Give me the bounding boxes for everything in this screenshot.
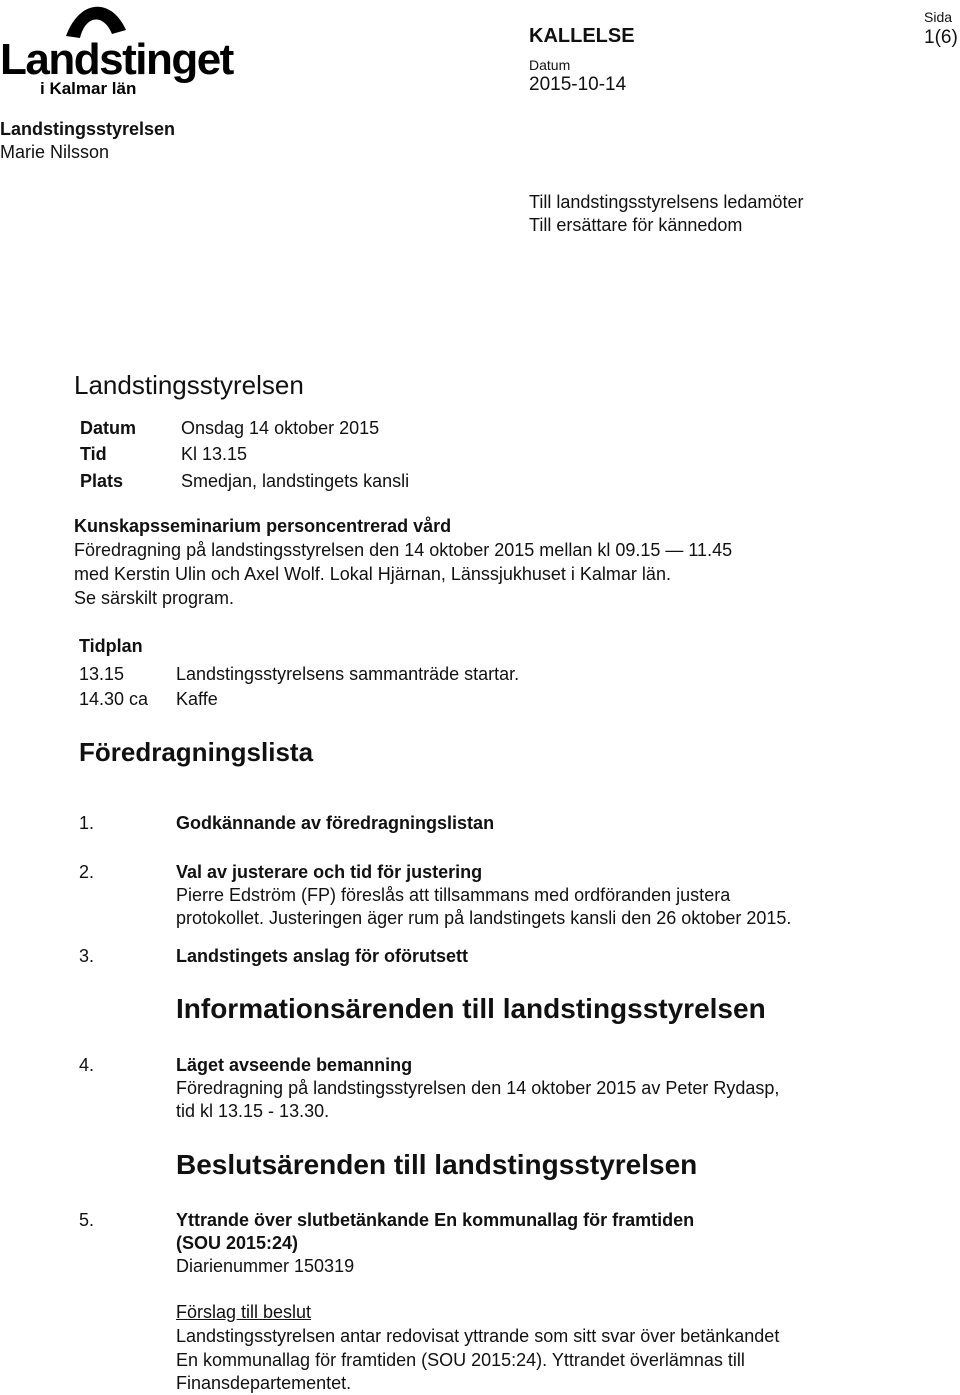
info-section-heading: Informationsärenden till landstingsstyrelsen bbox=[176, 993, 766, 1024]
document-type: KALLELSE bbox=[529, 25, 635, 47]
decision-section-heading: Beslutsärenden till landstingsstyrelsen bbox=[176, 1149, 698, 1180]
seminar-line-3: Se särskilt program. bbox=[74, 588, 235, 608]
agenda-item-2-title: Val av justerare och tid för justering bbox=[176, 862, 483, 882]
schedule-text-2: Kaffe bbox=[176, 689, 218, 709]
agenda-item-4-body-1: Föredragning på landstingsstyrelsen den 14 oktober 2015 av Peter Rydasp, bbox=[176, 1078, 780, 1098]
landstinget-logo bbox=[0, 0, 233, 100]
seminar-heading: Kunskapsseminarium personcentrerad vård bbox=[74, 516, 452, 536]
schedule-time-1: 13.15 bbox=[79, 664, 125, 684]
header-date-value: 2015-10-14 bbox=[529, 74, 627, 95]
agenda-item-5-title-1: Yttrande över slutbetänkande En kommunallag för framtiden bbox=[176, 1210, 695, 1230]
agenda-heading: Föredragningslista bbox=[79, 737, 314, 767]
seminar-line-2: med Kerstin Ulin och Axel Wolf. Lokal Hjärnan, Länssjukhuset i Kalmar län. bbox=[74, 564, 671, 584]
logo-name: Landstinget bbox=[0, 35, 233, 84]
agenda-item-2-body-2: protokollet. Justeringen äger rum på landstingets kansli den 26 oktober 2015. bbox=[176, 908, 792, 928]
sender-org: Landstingsstyrelsen bbox=[0, 119, 176, 139]
proposal-line-1: Landstingsstyrelsen antar redovisat yttrande som sitt svar över betänkandet bbox=[176, 1326, 780, 1346]
agenda-item-5-number: 5. bbox=[79, 1210, 95, 1230]
recipient-line-1: Till landstingsstyrelsens ledamöter bbox=[529, 192, 804, 212]
meeting-place-value: Smedjan, landstingets kansli bbox=[181, 471, 410, 491]
recipient-line-2: Till ersättare för kännedom bbox=[529, 215, 743, 235]
sender-person: Marie Nilsson bbox=[0, 142, 110, 162]
proposal-label: Förslag till beslut bbox=[176, 1302, 312, 1322]
logo-subtitle: i Kalmar län bbox=[40, 79, 137, 98]
seminar-line-1: Föredragning på landstingsstyrelsen den 14 oktober 2015 mellan kl 09.15 — 11.45 bbox=[74, 540, 733, 560]
page-label: Sida bbox=[924, 9, 953, 25]
agenda-item-3-title: Landstingets anslag för oförutsett bbox=[176, 946, 469, 966]
agenda-item-4-number: 4. bbox=[79, 1055, 95, 1075]
schedule-heading: Tidplan bbox=[79, 636, 143, 656]
agenda-item-5-diary-number: Diarienummer 150319 bbox=[176, 1256, 355, 1276]
header-date-label: Datum bbox=[529, 57, 571, 73]
page-number: 1(6) bbox=[924, 27, 958, 48]
agenda-item-4-body-2: tid kl 13.15 - 13.30. bbox=[176, 1101, 330, 1121]
schedule-text-1: Landstingsstyrelsens sammanträde startar. bbox=[176, 664, 520, 684]
agenda-item-2-body-1: Pierre Edström (FP) föreslås att tillsammans med ordföranden justera bbox=[176, 885, 731, 905]
proposal-line-2: En kommunallag för framtiden (SOU 2015:24). Yttrandet överlämnas till bbox=[176, 1350, 745, 1370]
agenda-item-5-title-2: (SOU 2015:24) bbox=[176, 1233, 299, 1253]
meeting-date-value: Onsdag 14 oktober 2015 bbox=[181, 418, 380, 438]
agenda-item-1-number: 1. bbox=[79, 813, 95, 833]
proposal-line-3: Finansdepartementet. bbox=[176, 1373, 352, 1393]
meeting-date-label: Datum bbox=[80, 418, 137, 438]
meeting-time-label: Tid bbox=[80, 444, 107, 464]
meeting-place-label: Plats bbox=[80, 471, 124, 491]
agenda-item-3-number: 3. bbox=[79, 946, 95, 966]
meeting-title: Landstingsstyrelsen bbox=[74, 370, 304, 400]
schedule-time-2: 14.30 ca bbox=[79, 689, 149, 709]
meeting-time-value: Kl 13.15 bbox=[181, 444, 248, 464]
agenda-item-2-number: 2. bbox=[79, 862, 95, 882]
agenda-item-1-title: Godkännande av föredragningslistan bbox=[176, 813, 495, 833]
agenda-item-4-title: Läget avseende bemanning bbox=[176, 1055, 413, 1075]
